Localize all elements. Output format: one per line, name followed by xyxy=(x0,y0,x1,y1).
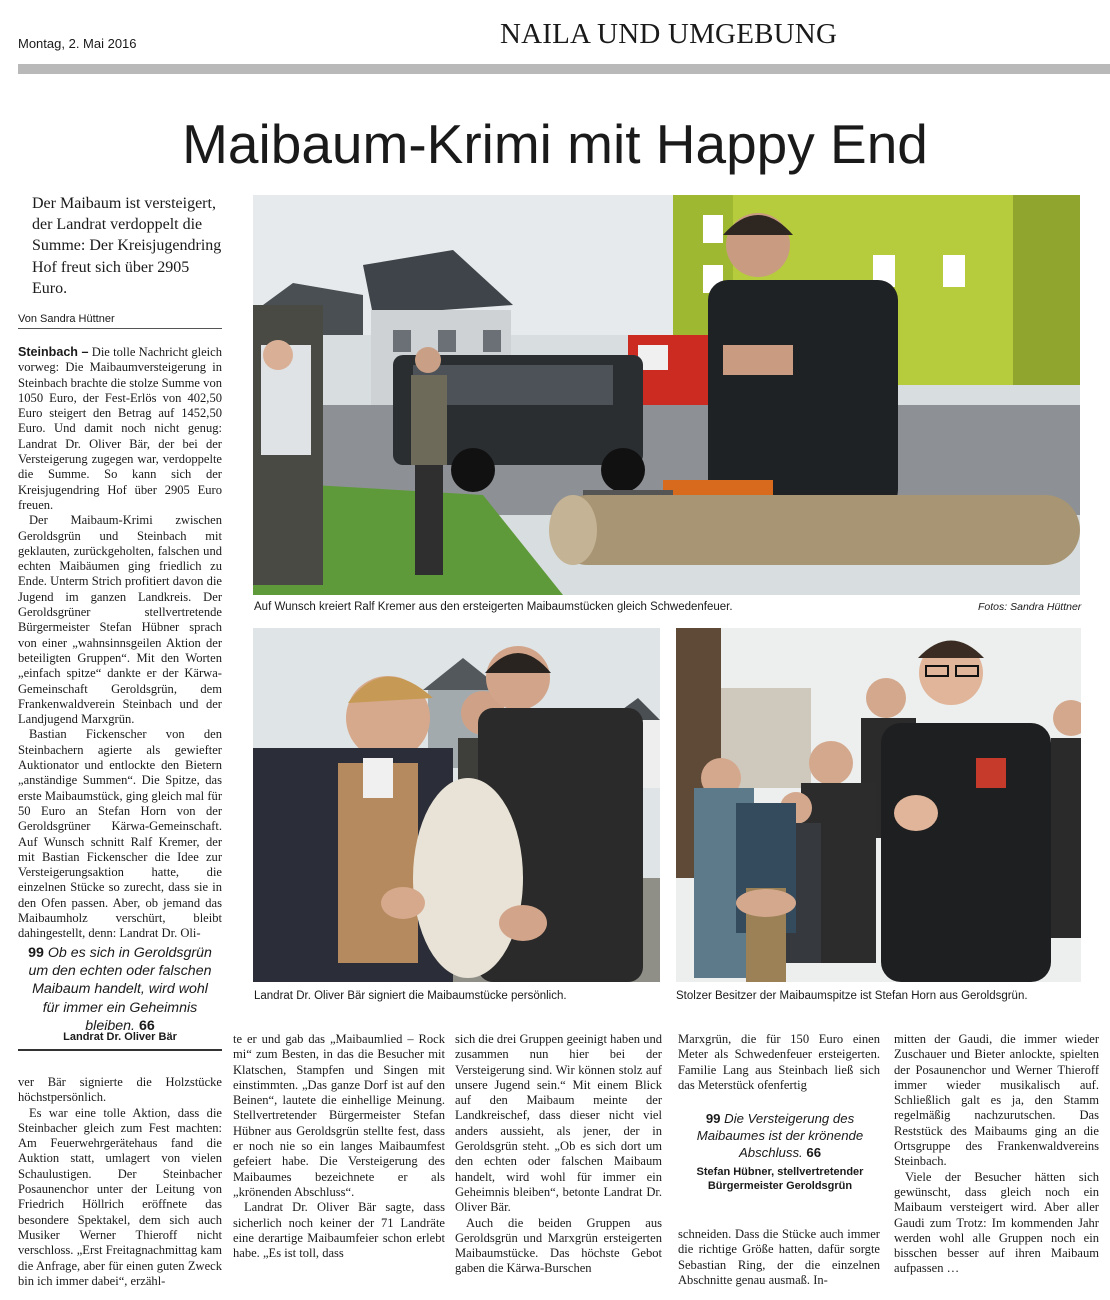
photo-2-illustration xyxy=(253,628,660,982)
photo-3-illustration xyxy=(676,628,1081,982)
dateline: Steinbach – xyxy=(18,345,89,359)
section-title: NAILA UND UMGEBUNG xyxy=(500,18,838,50)
paragraph-10: Marxgrün, die für 150 Euro einen Meter als Schwedenfeuer ersteigerten. Familie Lang aus Steinbach ließ sich das Meterstück ofenfertig xyxy=(678,1032,880,1092)
article-column-2 xyxy=(233,1032,445,1261)
pull-quote-1 xyxy=(22,944,218,1035)
paragraph-7: Landrat Dr. Oliver Bär sagte, dass sicherlich noch keiner der 71 Landräte eine derartige Maibaumfeier schon erlebt habe. „Es ist toll, dass xyxy=(233,1200,445,1261)
paragraph-5: Es war eine tolle Aktion, dass die Steinbacher gleich zum Fest machten: Am Feuerwehrgerätehaus fand die Auktion statt, umlagert von vielen Schaulustigen. Der Steinbacher Posaunenchor unter der Leitung von Friedrich Höllrich eröffnete das besondere Spektakel, dem sich auch Musiker Werner Thieroff nicht verschloss. „Erst Freitagnachmittag kam die Anfrage, aber für einen guten Zweck bin ich immer dabei“, erzähl- xyxy=(18,1105,222,1288)
issue-date: Montag, 2. Mai 2016 xyxy=(18,36,137,51)
article-column-4-top xyxy=(678,1032,880,1093)
paragraph-12: mitten der Gaudi, die immer wieder Zuschauer und Bieter anlockte, spielten der Posaunenchor und Werner Thieroff immer wieder musikalisch auf. Schließlich galt es ja, den Stamm regelmäßig nachzurutschen. Das Reststück des Maibaums ging an die Ortsgruppe des Frankenwaldvereins Steinbach. xyxy=(894,1032,1099,1169)
paragraph-8: sich die drei Gruppen geeinigt haben und zusammen nun hier bei der Versteigerung sind. Wir können stolz auf unsere Jugend sein.“ Mit einem Blick auf den Maibaum meinte der Landkreischef, dass dieser nicht viel anders aussieht, als jener, der in Geroldsgrün steht. „Ob es sich dort um den echten oder falschen Maibaum handelt, wird wohl für immer ein Geheimnis bleiben“, betonte Landrat Dr. Oliver Bär. xyxy=(455,1032,662,1215)
photo-1-caption: Auf Wunsch kreiert Ralf Kremer aus den ersteigerten Maibaumstücken gleich Schwedenfeuer. xyxy=(254,601,733,613)
paragraph-9: Auch die beiden Gruppen aus Geroldsgrün und Marxgrün ersteigerten Maibaumstücke. Das höchste Gebot gaben die Kärwa-Burschen xyxy=(455,1215,662,1276)
article-column-3 xyxy=(455,1032,662,1277)
pull-quote-2-text: Die Versteigerung des Maibaumes ist der krönende Abschluss. xyxy=(696,1111,864,1160)
paragraph-4: ver Bär signierte die Holzstücke höchstpersönlich. xyxy=(18,1075,222,1105)
photo-chainsaw-schwedenfeuer xyxy=(253,195,1080,595)
paragraph-2: Der Maibaum-Krimi zwischen Geroldsgrün und Steinbach mit geklauten, zurückgeholten, falschen und echten Maibäumen ging friedlich zu Ende. Unterm Strich profitiert davon die Jugend im ganzen Landkreis. Der Geroldsgrüner stellvertretende Bürgermeister Stefan Hübner sprach von einer „wahnsinnsgeilen Aktion der beteiligten Gruppen“. Mit den Worten „einfach spitze“ dankte er der Kärwa-Gemeinschaft Geroldsgrün, dem Frankenwaldverein Steinbach und der Landjugend Marxgrün. xyxy=(18,513,222,727)
pull-quote-2-attribution-line-2: Bürgermeister Geroldsgrün xyxy=(707,1180,853,1192)
quote-open-mark: 99 xyxy=(705,1111,721,1126)
paragraph-11: schneiden. Dass die Stücke auch immer die richtige Größe hatten, dafür sorgte Sebastian Ring, der die einzelnen Abschnitte genau ausmaß. In- xyxy=(678,1227,880,1287)
article-teaser: Der Maibaum ist versteigert, der Landrat verdoppelt die Summe: Der Kreisjugendring Hof freut sich über 2905 Euro. xyxy=(32,195,222,297)
photo-1-illustration xyxy=(253,195,1080,595)
pull-quote-2-attribution xyxy=(684,1165,876,1193)
article-column-4-bottom xyxy=(678,1227,880,1288)
photo-credit: Fotos: Sandra Hüttner xyxy=(978,601,1082,613)
paragraph-1-text: Die tolle Nachricht gleich vorweg: Die Maibaumversteigerung in Steinbach brachte die stolze Summe von 1050 Euro, der Fest-Erlös von 402,50 Euro steigert den Betrag auf 1452,50 Euro. Und damit noch nicht genug: Landrat Dr. Oliver Bär, der bei der Versteigerung zugegen war, verdoppelte die Summe. So kann sich der Kreisjugendring Hof über 2905 Euro freuen. xyxy=(18,345,222,512)
pull-quote-1-attribution: Landrat Dr. Oliver Bär xyxy=(63,1031,177,1043)
article-column-1 xyxy=(18,345,222,942)
masthead-rule xyxy=(18,64,1110,74)
quote-open-mark: 99 xyxy=(28,945,44,961)
pull-quote-divider xyxy=(18,1049,222,1051)
pull-quote-2-attribution-line-1: Stefan Hübner, stellvertretender xyxy=(696,1166,864,1178)
paragraph-1 xyxy=(18,345,222,513)
article-headline: Maibaum-Krimi mit Happy End xyxy=(182,113,928,175)
article-byline: Von Sandra Hüttner xyxy=(18,313,222,329)
paragraph-13: Viele der Besucher hätten sich gewünscht, dass gleich noch ein Maibaum versteigert wird. Aber aller Gaudi zum Trotz: Im kommenden Jahr werden wohl alle Gruppen noch ein bisschen besser auf ihren Maibaum aufpassen … xyxy=(894,1169,1099,1276)
photo-3-caption: Stolzer Besitzer der Maibaumspitze ist Stefan Horn aus Geroldsgrün. xyxy=(676,990,1028,1002)
paragraph-6: te er und gab das „Maibaumlied – Rock mi“ zum Besten, in das die Besucher mit Klatschen, Stampfen und Singen mit einstimmten. „Das ganze Dorf ist auf den Beinen“, lautete die einhellige Meinung. Stellvertretender Bürgermeister Stefan Hübner aus Geroldsgrün stellte fest, dass er noch nie so ein langes Maibaumfest gefeiert habe. Die Versteigerung des Maibaumes bezeichnete er als „krönenden Abschluss“. xyxy=(233,1032,445,1199)
quote-close-mark: 66 xyxy=(806,1145,822,1160)
pull-quote-1-text: Ob es sich in Geroldsgrün um den echten oder falschen Maibaum handelt, wird wohl für immer ein Geheimnis bleiben. xyxy=(28,945,212,1034)
photo-landrat-signing xyxy=(253,628,660,982)
photo-stefan-horn xyxy=(676,628,1081,982)
article-column-1-bottom xyxy=(18,1075,222,1289)
photo-2-caption: Landrat Dr. Oliver Bär signiert die Maibaumstücke persönlich. xyxy=(254,990,567,1002)
article-column-5 xyxy=(894,1032,1099,1277)
pull-quote-2 xyxy=(688,1110,872,1161)
quote-close-mark: 66 xyxy=(138,1017,155,1034)
paragraph-3: Bastian Fickenscher von den Steinbachern agierte als gewiefter Auktionator und entlockte den Bietern „anständige Summen“. Die Spitze, das erste Maibaumstück, ging gleich mal für 50 Euro an Stefan Horn von der Geroldsgrüner Kärwa-Gemeinschaft. Auf Wunsch schnitt Ralf Kremer, der mit Bastian Fickenscher die Idee zur Versteigerungsaktion hatte, die einzelnen Stücke so zurecht, dass sie in den Ofen passen. Aber, ob jemand das Maibaumholz verschürt, bleibt dahingestellt, denn: Landrat Dr. Oli- xyxy=(18,727,222,941)
